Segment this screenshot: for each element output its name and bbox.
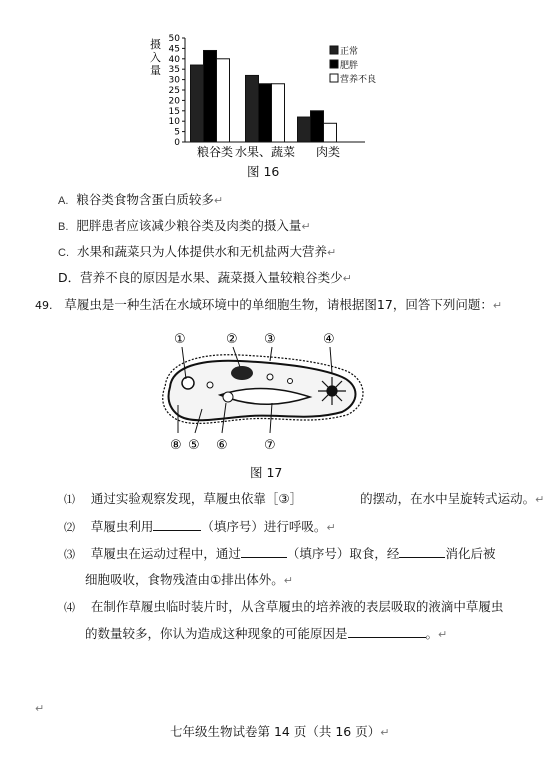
bar: [191, 65, 204, 142]
figure-16-chart: [140, 30, 400, 160]
legend-label: 肥胖: [340, 61, 359, 71]
answer-blank[interactable]: [348, 625, 426, 638]
subq-text: 草履虫利用: [90, 519, 154, 534]
subq-4-cont: 的数量较多，你认为造成这种现象的可能原因是 。↵: [85, 626, 448, 641]
page-footer: 七年级生物试卷第 14 页（共 16 页）↵: [170, 724, 390, 739]
bar: [311, 111, 324, 142]
option-b: B. 肥胖患者应该减少粮谷类及肉类的摄入量↵: [58, 218, 311, 233]
subq-text: 在制作草履虫临时装片时，从含草履虫的培养液的表层吸取的液滴中草履虫: [90, 599, 504, 614]
answer-blank[interactable]: [153, 518, 201, 531]
question-49-stem: 49. 草履虫是一种生活在水域环境中的单细胞生物，请根据图17，回答下列问题：↵: [35, 297, 503, 312]
option-text: 肥胖患者应该减少粮谷类及肉类的摄入量: [76, 218, 302, 233]
nucleus: [231, 366, 253, 380]
subq-text: 草履虫在运动过程中，通过: [90, 546, 241, 561]
figure-16-caption: 图 16: [247, 164, 280, 179]
subq-text: 通过实验观察发现，草履虫依靠［③］: [90, 491, 303, 506]
option-text: 水果和蔬菜只为人体提供水和无机盐两大营养: [76, 244, 327, 259]
subq-2: ⑵ 草履虫利用 （填序号）进行呼吸。↵: [64, 519, 336, 534]
subq-3: [64, 544, 495, 562]
option-a: A. 粮谷类食物含蛋白质较多↵: [58, 192, 224, 207]
y-tick-label: 30: [168, 75, 180, 86]
y-tick-label: 20: [168, 96, 180, 107]
fig-label-8: ⑧: [170, 438, 182, 453]
fig-label-6: ⑥: [216, 438, 228, 453]
food-vacuole: [223, 392, 233, 402]
legend-swatch: [330, 74, 338, 82]
y-tick-label: 40: [168, 54, 180, 65]
legend-label: 营养不良: [340, 75, 377, 85]
option-c: C. 水果和蔬菜只为人体提供水和无机盐两大营养↵: [58, 244, 337, 259]
question-number: 49.: [35, 299, 53, 312]
question-stem-text: 草履虫是一种生活在水域环境中的单细胞生物，请根据图17，回答下列问题：: [64, 297, 493, 312]
y-tick-label: 45: [168, 44, 180, 55]
chart-ylabel: [150, 37, 161, 77]
subq-1: ⑴ 通过实验观察发现，草履虫依靠［③］ 的摆动，在水中呈旋转式运动。↵: [64, 491, 544, 506]
food-vacuole: [267, 374, 273, 380]
answer-blank[interactable]: [241, 545, 287, 558]
bar: [324, 123, 337, 142]
y-tick-label: 35: [168, 65, 180, 76]
bar: [298, 117, 311, 142]
subq-text: 的摆动，在水中呈旋转式运动。: [360, 491, 536, 506]
y-tick-label: 0: [174, 138, 180, 148]
ylabel-char: 摄: [150, 38, 161, 51]
bar: [259, 84, 272, 142]
subq-text: （填序号）取食，经: [286, 546, 400, 561]
food-vacuole: [207, 382, 213, 388]
subq-number: ⑶: [64, 548, 75, 561]
fig-label-5: ⑤: [188, 438, 200, 453]
y-tick-label: 15: [168, 106, 180, 117]
contractile-vacuole: [182, 377, 194, 389]
y-tick-label: 50: [168, 34, 180, 44]
star-vacuole: [318, 377, 346, 405]
y-tick-label: 25: [168, 86, 180, 96]
option-letter: B.: [58, 221, 69, 233]
subq-text: 。: [425, 626, 439, 641]
fig-label-2: ②: [226, 332, 238, 347]
answer-blank[interactable]: [302, 491, 360, 503]
x-tick-label: 肉类: [315, 145, 341, 159]
y-tick-label: 5: [174, 127, 180, 138]
option-letter: D．: [58, 270, 81, 285]
subq-number: ⑵: [64, 521, 75, 534]
legend-swatch: [330, 46, 338, 54]
option-text: 粮谷类食物含蛋白质较多: [76, 192, 214, 207]
fig-label-3: ③: [264, 332, 276, 347]
bar: [204, 50, 217, 142]
option-d: D．营养不良的原因是水果、蔬菜摄入量较粮谷类少↵: [58, 270, 352, 285]
footer-text: 七年级生物试卷第 14 页（共 16 页）: [170, 724, 381, 739]
bar: [217, 59, 230, 142]
ylabel-char: 入: [150, 51, 161, 64]
paragraph-mark: ↵: [35, 702, 45, 715]
fig-label-1: ①: [174, 332, 186, 347]
x-tick-label: 粮谷类: [196, 145, 234, 159]
option-text: 营养不良的原因是水果、蔬菜摄入量较粮谷类少: [80, 270, 343, 285]
food-vacuole: [288, 379, 293, 384]
fig-label-7: ⑦: [264, 438, 276, 453]
fig-label-4: ④: [323, 332, 335, 347]
subq-text: （填序号）进行呼吸。: [201, 519, 327, 534]
x-tick-label: 水果、蔬菜: [234, 145, 296, 159]
option-letter: A.: [58, 195, 69, 207]
subq-4: [64, 597, 503, 615]
subq-text: 细胞吸收，食物残渣由①排出体外。: [85, 572, 284, 587]
figure-17-caption: 图 17: [250, 465, 283, 480]
y-tick-label: 10: [168, 117, 180, 128]
ylabel-char: 量: [150, 64, 161, 77]
subq-text: 的数量较多，你认为造成这种现象的可能原因是: [85, 626, 348, 641]
subq-text: 消化后被: [445, 546, 496, 561]
answer-blank[interactable]: [399, 545, 445, 558]
legend-label: 正常: [340, 47, 359, 57]
bar: [272, 84, 285, 142]
option-letter: C.: [58, 247, 69, 259]
subq-number: ⑷: [64, 601, 75, 614]
figure-17-paramecium: [160, 325, 370, 455]
bar: [246, 75, 259, 142]
subq-number: ⑴: [64, 493, 75, 506]
subq-3-cont: 细胞吸收，食物残渣由①排出体外。↵: [85, 572, 293, 587]
legend-swatch: [330, 60, 338, 68]
